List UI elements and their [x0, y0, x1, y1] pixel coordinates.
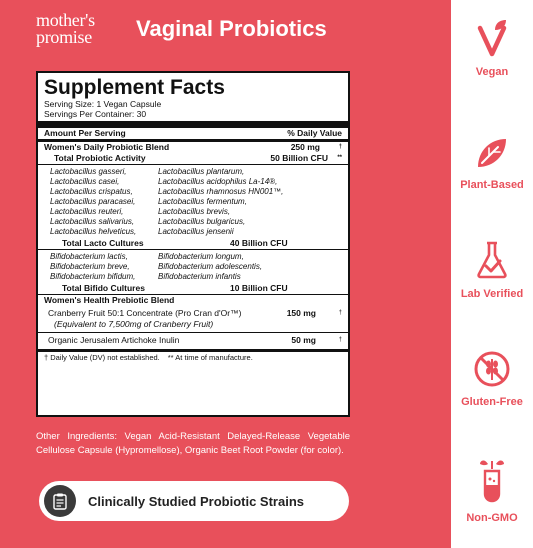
bifido-col-left: [50, 252, 158, 282]
flask-check-icon: [474, 240, 510, 280]
inulin-row: [44, 335, 342, 346]
inulin-mark: †: [338, 337, 342, 343]
lacto-total-amount: 40 Billion CFU: [230, 238, 288, 248]
blend-mark: †: [338, 144, 342, 150]
badge-label: Plant-Based: [460, 179, 524, 191]
clipboard-icon: [44, 485, 76, 517]
lacto-strains: [44, 165, 342, 238]
strain-item: Bifidobacterium lactis,: [50, 252, 128, 261]
total-probiotic-amount: 50 Billion CFU: [270, 153, 328, 163]
badge-non-gmo: [451, 458, 533, 524]
divider: [38, 332, 348, 333]
badge-label: Lab Verified: [460, 288, 524, 300]
badge-lab-verified: [451, 240, 533, 300]
brand-logo: [36, 12, 95, 46]
dv-header: % Daily Value: [287, 128, 342, 138]
strain-item: Lactobacillus casei,: [50, 177, 120, 186]
strain-item: Lactobacillus salivarius,: [50, 217, 135, 226]
strain-item: Lactobacillus paracasei,: [50, 197, 136, 206]
strain-item: Lactobacillus reuteri,: [50, 207, 124, 216]
lacto-col-left: [50, 167, 158, 237]
strain-item: Bifidobacterium infantis: [158, 272, 241, 281]
strain-item: Lactobacillus rhamnosus HN001™,: [158, 187, 284, 196]
product-title: Vaginal Probiotics: [136, 16, 327, 41]
brand-line1: mother's: [36, 10, 95, 30]
bifido-total-row: [44, 283, 342, 294]
lacto-total-name: Total Lacto Cultures: [62, 238, 144, 248]
strain-item: Lactobacillus acidophilus La-14®,: [158, 177, 278, 186]
strain-item: Lactobacillus plantarum,: [158, 167, 245, 176]
clinical-badge: [39, 481, 349, 521]
blend-row: [44, 142, 342, 153]
bifido-strains: [44, 250, 342, 283]
cranberry-name: Cranberry Fruit 50:1 Concentrate (Pro Cran d'Or™): [48, 308, 242, 318]
total-probiotic-name: Total Probiotic Activity: [54, 153, 146, 163]
amount-header: Amount Per Serving: [44, 128, 126, 138]
strain-item: Lactobacillus brevis,: [158, 207, 231, 216]
test-tube-icon: [477, 458, 507, 504]
bifido-col-right: [158, 252, 262, 282]
strain-item: Lactobacillus gasseri,: [50, 167, 127, 176]
serving-size: Serving Size: 1 Vegan Capsule: [44, 99, 162, 109]
strain-item: Bifidobacterium bifidum,: [50, 272, 136, 281]
footnotes: [44, 352, 342, 363]
vegan-v-icon: [475, 18, 509, 58]
header-row: [44, 128, 342, 139]
badge-label: Non-GMO: [466, 512, 518, 524]
strain-item: Lactobacillus bulgaricus,: [158, 217, 246, 226]
badge-label: Vegan: [475, 66, 509, 78]
cranberry-sub: [44, 319, 342, 330]
brand-line2: promise: [36, 27, 92, 47]
inulin-name: Organic Jerusalem Artichoke Inulin: [48, 335, 180, 345]
bifido-total-name: Total Bifido Cultures: [62, 283, 145, 293]
no-wheat-icon: [473, 350, 511, 388]
cranberry-amount: 150 mg: [286, 308, 316, 318]
badge-plant-based: [451, 135, 533, 191]
other-ingredients: Other Ingredients: Vegan Acid-Resistant Delayed-Release Vegetable Cellulose Capsule (Hypromellose), Organic Beet Root Powder (for color).: [36, 431, 350, 456]
blend-amount: 250 mg: [290, 142, 320, 152]
strain-item: Bifidobacterium adolescentis,: [158, 262, 263, 271]
strain-item: Lactobacillus crispatus,: [50, 187, 133, 196]
facts-title: Supplement Facts: [44, 76, 225, 99]
clinical-badge-label: Clinically Studied Probiotic Strains: [88, 493, 304, 509]
total-probiotic-row: [44, 153, 342, 164]
badge-vegan: [451, 18, 533, 78]
footnote-manufacture: ** At time of manufacture.: [167, 353, 253, 362]
lacto-total-row: [44, 238, 342, 249]
inulin-amount: 50 mg: [291, 335, 316, 345]
divider-thick: [38, 121, 348, 128]
bifido-total-amount: 10 Billion CFU: [230, 283, 288, 293]
total-probiotic-mark: **: [337, 155, 342, 161]
leaf-icon: [474, 135, 510, 171]
badge-gluten-free: [451, 350, 533, 408]
strain-item: Bifidobacterium longum,: [158, 252, 244, 261]
prebiotic-name: Women's Health Prebiotic Blend: [44, 295, 175, 305]
badge-column: [451, 0, 533, 548]
prebiotic-header: [44, 295, 342, 306]
servings-per-container: Servings Per Container: 30: [44, 109, 147, 119]
cranberry-equivalent: (Equivalent to 7,500mg of Cranberry Fruit): [54, 319, 214, 329]
supplement-facts-panel: [36, 71, 350, 417]
cranberry-mark: †: [338, 310, 342, 316]
badge-label: Gluten-Free: [461, 396, 523, 408]
footnote-dv: † Daily Value (DV) not established.: [44, 353, 160, 362]
strain-item: Bifidobacterium breve,: [50, 262, 130, 271]
cranberry-row: [44, 308, 342, 319]
strain-item: Lactobacillus fermentum,: [158, 197, 247, 206]
lacto-col-right: [158, 167, 283, 237]
strain-item: Lactobacillus jensenii: [158, 227, 234, 236]
blend-name: Women's Daily Probiotic Blend: [44, 142, 170, 152]
strain-item: Lactobacillus helveticus,: [50, 227, 137, 236]
